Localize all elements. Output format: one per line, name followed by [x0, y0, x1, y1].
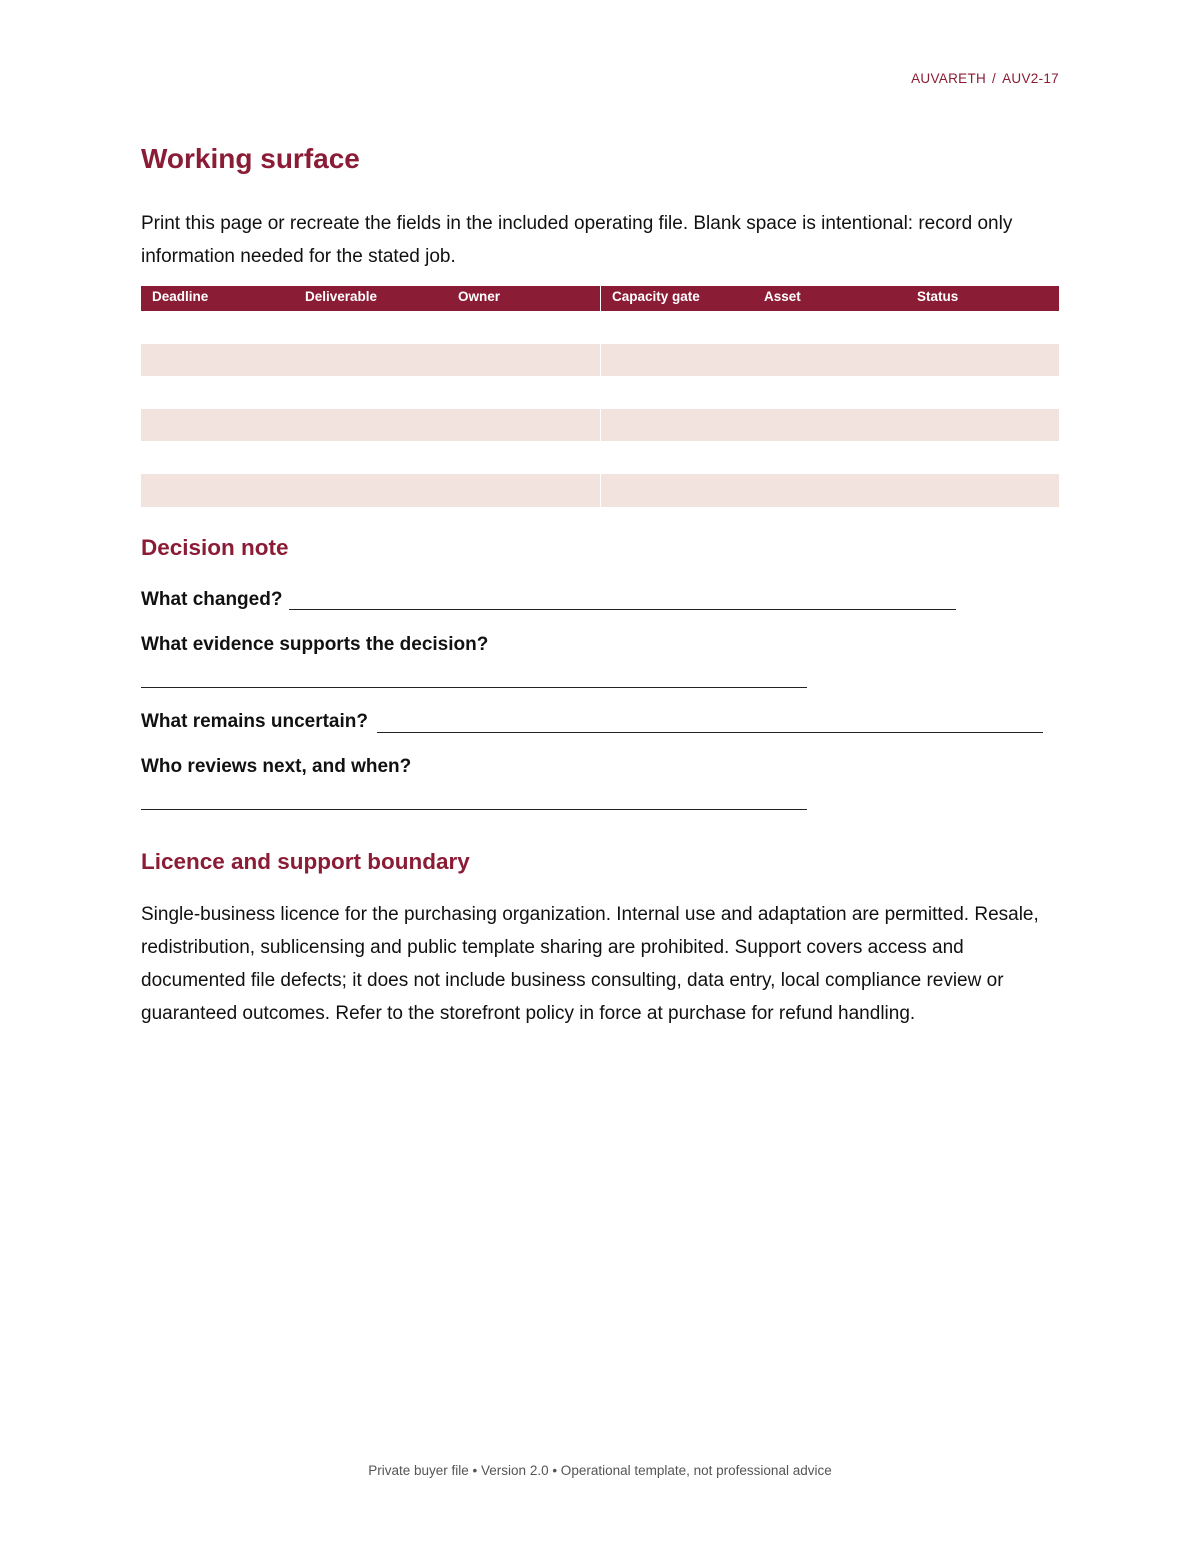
column-header-deliverable: Deliverable — [305, 289, 378, 304]
question-what-changed: What changed? — [141, 589, 283, 610]
table-header-row — [141, 286, 1059, 311]
brand-name: AUVARETH — [911, 71, 987, 86]
table-row[interactable] — [141, 344, 1059, 377]
column-header-status: Status — [917, 289, 959, 304]
answer-line-what-changed[interactable] — [289, 609, 956, 610]
table-cell-right[interactable] — [600, 344, 1059, 377]
table-row[interactable] — [141, 441, 1059, 474]
column-header-deadline: Deadline — [152, 289, 209, 304]
decision-note-heading: Decision note — [141, 535, 289, 560]
answer-line-evidence[interactable] — [141, 687, 807, 688]
column-header-owner: Owner — [458, 289, 501, 304]
document-reference — [911, 71, 1059, 86]
licence-heading: Licence and support boundary — [141, 849, 470, 874]
table-row[interactable] — [141, 311, 1059, 344]
question-reviewer: Who reviews next, and when? — [141, 756, 412, 777]
answer-line-uncertain[interactable] — [377, 732, 1043, 733]
table-cell-left[interactable] — [141, 376, 600, 409]
table-cell-left[interactable] — [141, 344, 600, 377]
table-cell-left[interactable] — [141, 474, 600, 507]
page-title: Working surface — [141, 143, 360, 174]
column-header-asset: Asset — [764, 289, 801, 304]
table-cell-left[interactable] — [141, 409, 600, 442]
table-cell-left[interactable] — [141, 311, 600, 344]
table-cell-right[interactable] — [600, 474, 1059, 507]
table-cell-left[interactable] — [141, 441, 600, 474]
table-row[interactable] — [141, 474, 1059, 507]
intro-text: Print this page or recreate the fields in the included operating file. Blank space is intentional: record only information needed for the stated job. — [141, 213, 1013, 267]
answer-line-reviewer[interactable] — [141, 809, 807, 810]
table-cell-right[interactable] — [600, 376, 1059, 409]
column-header-capacity-gate: Capacity gate — [600, 286, 753, 311]
table-cell-right[interactable] — [600, 441, 1059, 474]
table-cell-right[interactable] — [600, 311, 1059, 344]
table-row[interactable] — [141, 376, 1059, 409]
page-footer: Private buyer file • Version 2.0 • Operational template, not professional advice — [368, 1463, 832, 1478]
licence-text: Single-business licence for the purchasing organization. Internal use and adaptation are permitted. Resale, redistribution, sublicensing and public template sharing are prohibited. Support covers access and documented file defects; it does not include business consulting, data entry, local compliance review or guaranteed outcomes. Refer to the storefront policy in force at purchase for refund handling. — [141, 904, 1039, 1024]
document-code: AUV2-17 — [1002, 71, 1059, 86]
reference-separator: / — [992, 71, 997, 86]
question-evidence: What evidence supports the decision? — [141, 634, 489, 655]
tracking-table — [141, 286, 1059, 507]
question-uncertain: What remains uncertain? — [141, 711, 368, 732]
table-cell-right[interactable] — [600, 409, 1059, 442]
table-row[interactable] — [141, 409, 1059, 442]
